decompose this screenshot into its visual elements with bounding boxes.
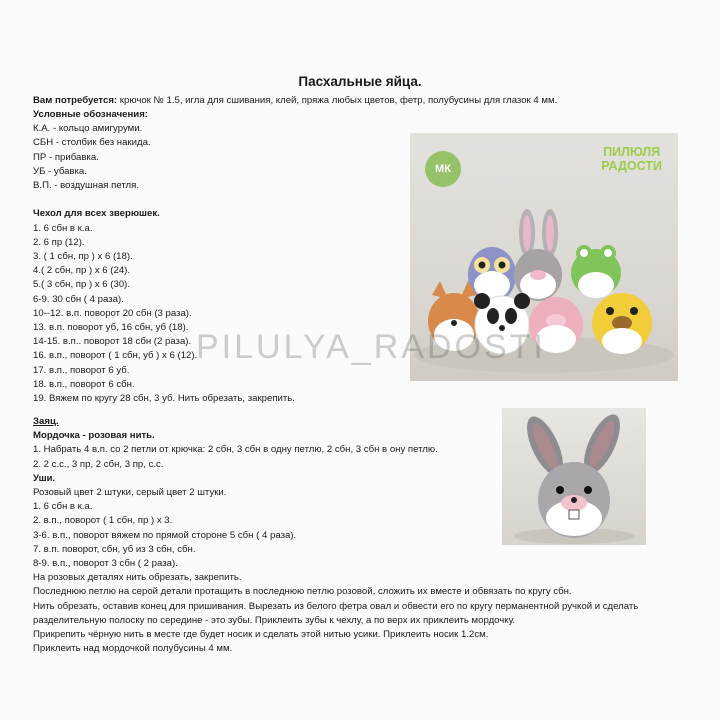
- materials-text: крючок № 1.5, игла для сшивания, клей, пряжа любых цветов, фетр, полубусины для глазок 4 мм.: [117, 95, 558, 106]
- cover-row: 13. в.п. поворот уб, 16 сбн, уб (18).: [33, 322, 189, 334]
- ears-row: На розовых деталях нить обрезать, закрепить.: [33, 572, 242, 584]
- hare-photo: [502, 408, 646, 545]
- legend-item: УБ - убавка.: [33, 165, 87, 177]
- ears-row: Прикрепить чёрную нить в месте где будет носик и сделать этой нитью усики. Приклеить носик 1.2см.: [33, 629, 489, 641]
- cover-row: 18. в.п., поворот 6 сбн.: [33, 378, 135, 390]
- ears-row: Нить обрезать, оставив конец для пришивания. Вырезать из белого фетра овал и обвести его по кругу перманентной ручкой и сделать: [33, 600, 639, 612]
- legend-item: В.П. - воздушная петля.: [33, 180, 140, 192]
- ears-row: Последнюю петлю на серой детали протащить в последнюю петлю розовой, сложить их вместе и обвязать по кругу сбн.: [33, 586, 572, 598]
- cover-row: 16. в.п., поворот ( 1 сбн, уб ) х 6 (12).: [33, 350, 198, 362]
- legend-heading: Условные обозначения:: [33, 109, 148, 120]
- cover-row: 2. 6 пр (12).: [33, 236, 85, 248]
- page-title: Пасхальные яйца.: [298, 74, 422, 89]
- hare-heading: Заяц.: [33, 416, 59, 427]
- cover-row: 1. 6 сбн в к.а.: [33, 222, 93, 234]
- materials-label: Вам потребуется:: [33, 95, 118, 106]
- ears-row: 8-9. в.п., поворот 3 сбн ( 2 раза).: [33, 558, 178, 570]
- cover-heading: Чехол для всех зверюшек.: [33, 208, 160, 220]
- cover-row: 6-9. 30 сбн ( 4 раза).: [33, 293, 124, 305]
- brand-logo: ПИЛЮЛЯ РАДОСТИ: [601, 145, 662, 173]
- cover-row: 14-15. в.п.. поворот 18 сбн (2 раза).: [33, 336, 192, 348]
- ears-row: Приклеить над мордочкой полубусины 4 мм.: [33, 643, 233, 655]
- ears-row: 3-6. в.п., поворот вяжем по прямой стороне 5 сбн ( 4 раза).: [33, 529, 297, 541]
- cover-row: 5.( 3 сбн, пр ) х 6 (30).: [33, 279, 131, 291]
- ears-row: 2. в.п., поворот ( 1 сбн, пр ) х 3.: [33, 515, 173, 527]
- ears-heading: Уши.: [33, 472, 56, 484]
- mk-badge: МК: [425, 151, 461, 187]
- legend-item: СБН - столбик без накида.: [33, 137, 151, 149]
- muzzle-row: 1. Набрать 4 в.п. со 2 петли от крючка: 2 сбн, 3 сбн в одну петлю, 2 сбн, 3 сбн в ону петлю.: [33, 444, 438, 456]
- materials-line: [33, 95, 703, 106]
- ears-row: Розовый цвет 2 штуки, серый цвет 2 штуки.: [33, 487, 227, 499]
- cover-row: 4.( 2 сбн, пр ) х 6 (24).: [33, 265, 131, 277]
- cover-row: 10--12. в.п. поворот 20 сбн (3 раза).: [33, 307, 192, 319]
- ears-row: 1. 6 сбн в к.а.: [33, 501, 93, 513]
- cover-row: 17. в.п., поворот 6 уб.: [33, 364, 130, 376]
- watermark: PILULYA_RADOSTI: [196, 328, 546, 366]
- cover-row: 19. Вяжем по кругу 28 сбн, 3 уб. Нить обрезать, закрепить.: [33, 393, 295, 405]
- muzzle-row: 2. 2 с.с., 3 пр, 2 сбн, 3 пр, с.с.: [33, 458, 164, 470]
- muzzle-heading: Мордочка - розовая нить.: [33, 430, 155, 442]
- legend-item: ПР - прибавка.: [33, 151, 99, 163]
- cover-row: 3. ( 1 сбн, пр ) х 6 (18).: [33, 251, 133, 263]
- crochet-hare-illustration: [502, 408, 646, 545]
- legend-item: К.А. - кольцо амигуруми.: [33, 123, 143, 135]
- ears-row: разделительную полоску по середине - это зубы. Приклеить зубы к чехлу, а по верх их приклеить мордочку.: [33, 614, 516, 626]
- ears-row: 7. в.п. поворот, сбн, уб из 3 сбн, сбн.: [33, 543, 196, 555]
